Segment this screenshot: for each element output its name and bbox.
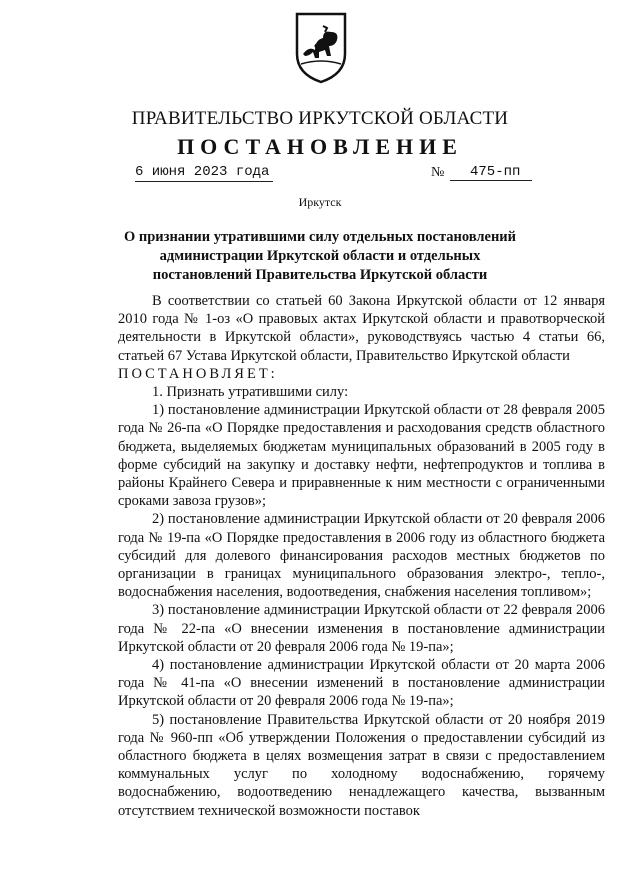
resolves-label: ПОСТАНОВЛЯЕТ:: [118, 365, 278, 382]
list-item: 5) постановление Правительства Иркутской области от 20 ноября 2019 года № 960-пп «Об утверждении Положения о предоставлении субсидий из областного бюджета в целях возмещения затрат в связи с предоставлением коммунальных услуг по холодному водоснабжению, горячему водоснабжению, водоотведению ненадлежащего качества, вызванным отсутствием технической возможности поставок: [118, 711, 605, 819]
coat-of-arms-icon: [293, 10, 349, 84]
document-date: 6 июня 2023 года: [135, 164, 273, 182]
preamble-paragraph: В соответствии со статьей 60 Закона Иркутской области от 12 января 2010 года № 1-оз «О правовых актах Иркутской области и правотворческой деятельности в Иркутской области», руководствуясь частью 4 статьи 66, статьей 67 Устава Иркутской области, Правительство Иркутской области: [118, 293, 605, 364]
list-item: 2) постановление администрации Иркутской области от 20 февраля 2006 года № 19-па «О Порядке предоставления в 2006 году из областного бюджета субсидий для долевого финансирования расходов местных бюджетов по организации в границах муниципального образования электро-, тепло-, водоснабжения населения, водоотведения, снабжения населения топливом»;: [118, 511, 605, 601]
list-item: 1) постановление администрации Иркутской области от 28 февраля 2005 года № 26-па «О Порядке предоставления и расходования средств областного бюджета, выделяемых бюджетам муниципальных образований в 2005 году в форме субсидий на закупку и доставку нефти, нефтепродуктов и топлива в районы Крайнего Севера и приравненные к ним местности с ограниченными сроками завоза грузов»;: [118, 402, 605, 510]
number-sign: №: [431, 165, 445, 180]
list-item: 3) постановление администрации Иркутской области от 22 февраля 2006 года № 22-па «О внесении изменения в постановление администрации Иркутской области от 20 февраля 2006 года № 19-па»;: [118, 602, 605, 655]
document-type: ПОСТАНОВЛЕНИЕ: [177, 134, 463, 159]
document-heading: О признании утратившими силу отдельных постановлений администрации Иркутской области и отдельных постановлений Правительства Иркутской области: [123, 229, 517, 283]
list-item: 4) постановление администрации Иркутской области от 20 марта 2006 года № 41-па «О внесении изменений в постановление администрации Иркутской области от 20 февраля 2006 года № 19-па»;: [118, 657, 605, 710]
clause-1: 1. Признать утратившими силу:: [152, 384, 349, 401]
government-name: ПРАВИТЕЛЬСТВО ИРКУТСКОЙ ОБЛАСТИ: [131, 108, 509, 129]
document-body: [118, 292, 605, 820]
document-number: 475-пп: [450, 164, 532, 181]
city: Иркутск: [298, 195, 342, 209]
